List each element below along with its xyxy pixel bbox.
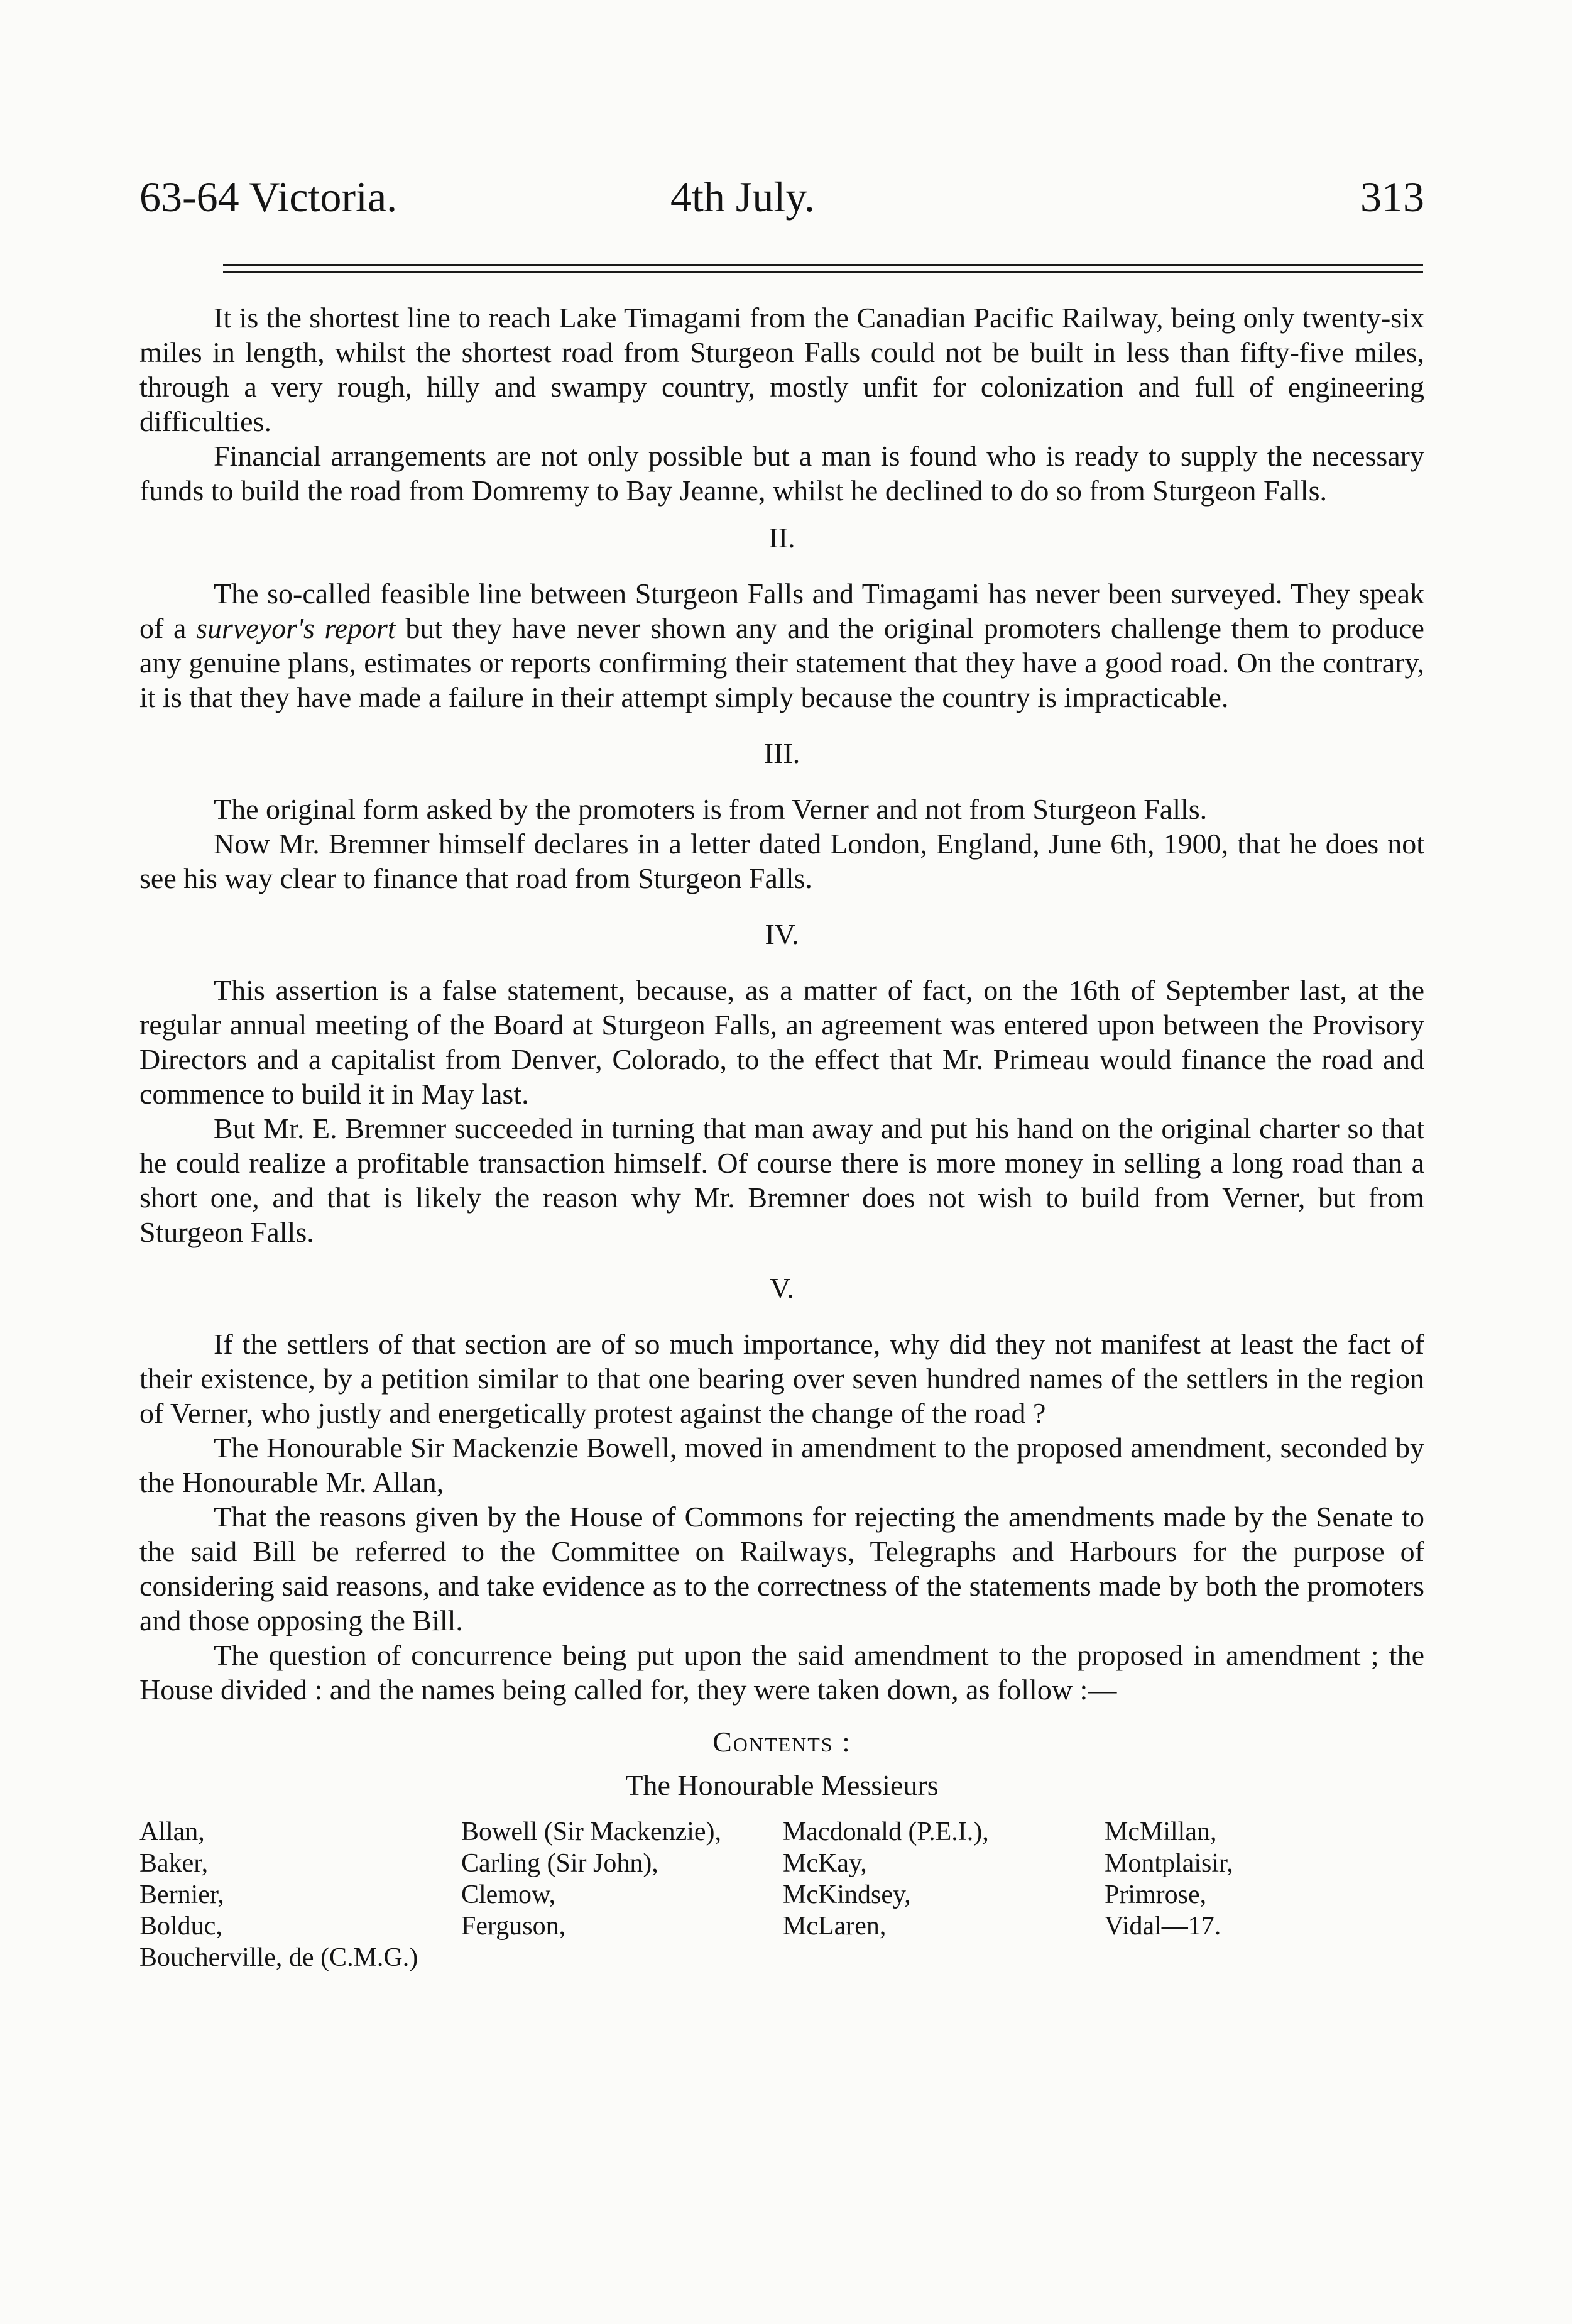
list-item: Boucherville, de (C.M.G.)	[139, 1943, 418, 1972]
list-item: Macdonald (P.E.I.),	[783, 1817, 989, 1846]
page-number: 313	[1360, 173, 1424, 221]
list-item: Bernier,	[139, 1880, 224, 1909]
section-heading-iv: IV.	[765, 918, 799, 950]
paragraph: It is the shortest line to reach Lake Timagami from the Canadian Pacific Railway, being only twenty-six miles in length, whilst the shortest road from Sturgeon Falls could not be built in less than fifty-five miles, through a very rough, hilly and swampy country, mostly unfit for colonization and full of engineering difficulties.	[139, 302, 1424, 437]
paragraph: Now Mr. Bremner himself declares in a letter dated London, England, June 6th, 1900, that he does not see his way clear to finance that road from Sturgeon Falls.	[139, 828, 1424, 894]
list-item: Baker,	[139, 1849, 209, 1878]
section-heading-v: V.	[770, 1272, 794, 1304]
page-body	[139, 300, 1424, 1973]
contents-subheading: The Honourable Messieurs	[625, 1769, 939, 1801]
header-session: 63-64 Victoria.	[139, 173, 398, 221]
list-item: Carling (Sir John),	[461, 1849, 658, 1878]
paragraph: If the settlers of that section are of so much importance, why did they not manifest at least the fact of their existence, by a petition similar to that one bearing over seven hundred names of the settlers in the region of Verner, who justly and energetically protest against the change of the road ?	[139, 1328, 1424, 1429]
contents-names-list	[139, 1816, 1424, 1973]
list-item: Ferguson,	[461, 1912, 566, 1941]
list-item: Bowell (Sir Mackenzie),	[461, 1817, 722, 1846]
italic-phrase: surveyor's report	[196, 612, 396, 644]
paragraph: This assertion is a false statement, because, as a matter of fact, on the 16th of September last, at the regular annual meeting of the Board at Sturgeon Falls, an agreement was entered upon between the Provisory Directors and a capitalist from Denver, Colorado, to the effect that Mr. Primeau would finance the road and commence to build it in May last.	[139, 974, 1424, 1110]
paragraph: But Mr. E. Bremner succeeded in turning that man away and put his hand on the original charter so that he could realize a profitable transaction himself. Of course there is more money in selling a long road than a short one, and that is likely the reason why Mr. Bremner does not wish to build from Verner, but from Sturgeon Falls.	[139, 1112, 1424, 1248]
list-item: Vidal—17.	[1105, 1912, 1221, 1941]
paragraph: The original form asked by the promoters is from Verner and not from Sturgeon Falls.	[214, 793, 1208, 825]
paragraph: The Honourable Sir Mackenzie Bowell, moved in amendment to the proposed amendment, seconded by the Honourable Mr. Allan,	[139, 1432, 1424, 1498]
paragraph: That the reasons given by the House of Commons for rejecting the amendments made by the Senate to the said Bill be referred to the Committee on Railways, Telegraphs and Harbours for the purpose of considering said reasons, and take evidence as to the correctness of the statements made by both the promoters and those opposing the Bill.	[139, 1501, 1424, 1636]
list-item: McKay,	[783, 1849, 867, 1878]
list-item: Allan,	[139, 1817, 205, 1846]
header-date: 4th July.	[670, 173, 815, 221]
list-item	[461, 1942, 783, 1973]
list-item: Bolduc,	[139, 1912, 222, 1941]
section-heading-ii: II.	[768, 522, 795, 554]
page-header	[139, 168, 1424, 225]
list-item: Montplaisir,	[1105, 1849, 1233, 1878]
paragraph: The question of concurrence being put upon the said amendment to the proposed in amendment ; the House divided : and the names being called for, they were taken down, as follow :—	[139, 1639, 1424, 1706]
list-item: McKindsey,	[783, 1880, 911, 1909]
list-item: McLaren,	[783, 1912, 887, 1941]
list-item: McMillan,	[1105, 1817, 1217, 1846]
paragraph: Financial arrangements are not only possible but a man is found who is ready to supply the necessary funds to build the road from Domremy to Bay Jeanne, whilst he declined to do so from Sturgeon Falls.	[139, 440, 1424, 507]
list-item: Primrose,	[1105, 1880, 1207, 1909]
header-rule-bottom	[223, 271, 1423, 273]
list-item	[783, 1942, 1105, 1973]
list-item: Clemow,	[461, 1880, 556, 1909]
contents-heading: Contents :	[712, 1726, 851, 1758]
list-item	[1105, 1942, 1424, 1973]
paragraph: The so-called feasible line between Sturgeon Falls and Timagami has never been surveyed. They speak of a surveyor's report but they have never shown any and the original promoters challenge them to produce any genuine plans, estimates or reports confirming their statement that they have a good road. On the contrary, it is that they have made a failure in their attempt simply because the country is impracticable.	[139, 578, 1424, 713]
section-heading-iii: III.	[763, 737, 800, 769]
header-rule-top	[223, 264, 1423, 266]
